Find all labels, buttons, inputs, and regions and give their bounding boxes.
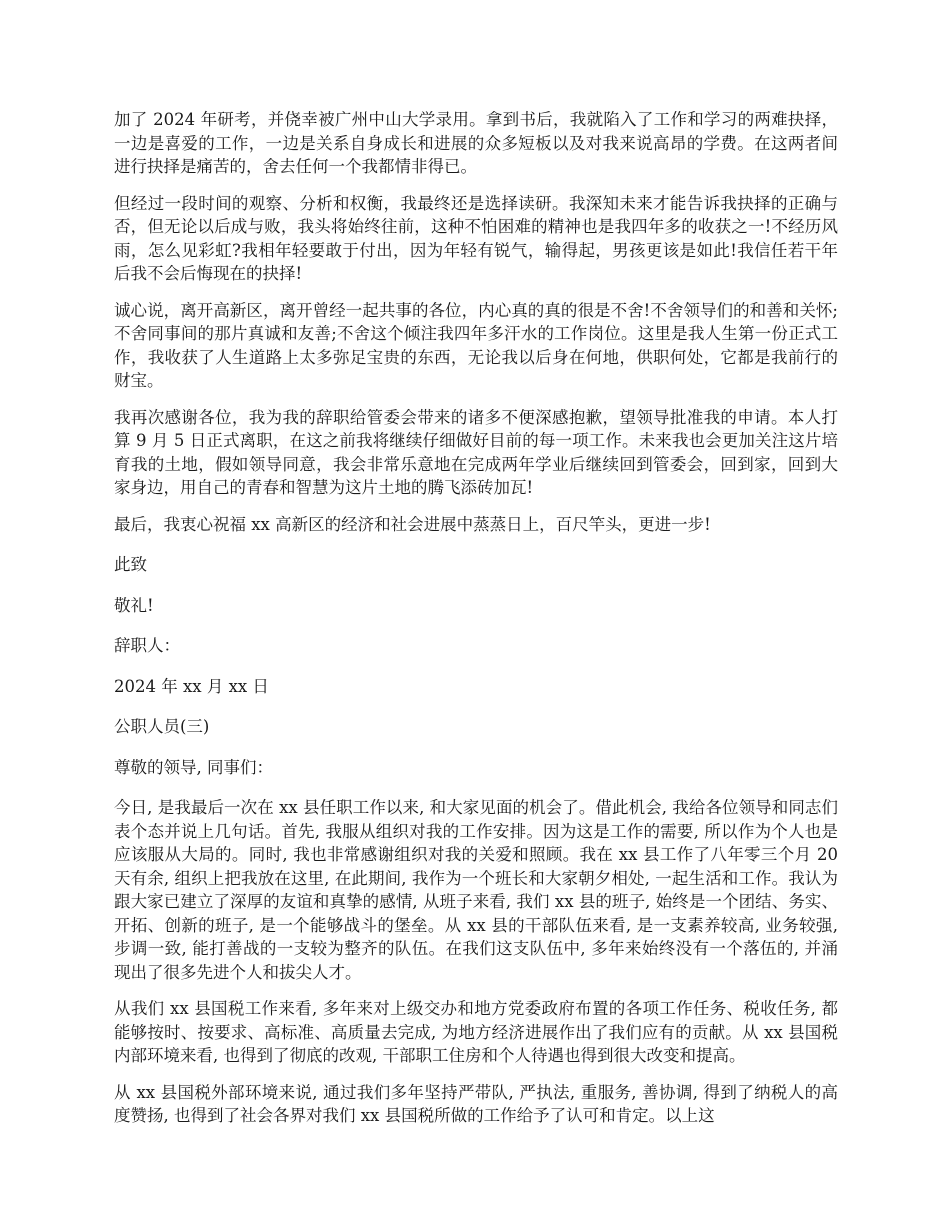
paragraph-blessing: 最后，我衷心祝福 xx 高新区的经济和社会进展中蒸蒸日上，百尺竿头，更进一步! — [114, 514, 711, 534]
greeting-line: 尊敬的领导, 同事们： — [114, 757, 273, 777]
section-title: 公职人员(三) — [114, 717, 210, 736]
paragraph-resignation-request: 我再次感谢各位，我为我的辞职给管委会带来的诸多不便深感抱歉，望领导批准我的申请。本人打算 9 月 5 日正式离职，在这之前我将继续仔细做好目前的每一项工作。未来我也会更加关注这片培育我的土地，假如领导同意，我会非常乐意地在完成两年学业后继续回到管委会，回到家，回到大家身边，用自己的青春和智慧为这片土地的腾飞添砖加瓦! — [114, 407, 838, 497]
paragraph-decision: 但经过一段时间的观察、分析和权衡，我最终还是选择读研。我深知未来才能告诉我抉择的正确与否，但无论以后成与败，我头将始终往前，这种不怕困难的精神也是我四年多的收获之一!不经历风雨，怎么见彩虹?我相年轻要敢于付出，因为年轻有锐气，输得起，男孩更该是如此!我信任若干年后我不会后悔现在的抉择! — [114, 193, 838, 283]
paragraph-graduate-exam: 加了 2024 年研考，并侥幸被广州中山大学录用。拿到书后，我就陷入了工作和学习的两难抉择，一边是喜爱的工作，一边是关系自身成长和进展的众多短板以及对我来说高昂的学费。在这两者间进行抉择是痛苦的，舍去任何一个我都情非得已。 — [114, 110, 838, 176]
closing-respect: 敬礼! — [114, 595, 154, 615]
paragraph-tax-work: 从我们 xx 县国税工作来看, 多年来对上级交办和地方党委政府布置的各项工作任务、税收任务, 都能够按时、按要求、高标准、高质量去完成, 为地方经济进展作出了我们应有的贡献。从 xx 县国税内部环境来看, 也得到了彻底的改观, 干部职工住房和个人待遇也得到很大改变和提高。 — [114, 999, 838, 1065]
date-line: 2024 年 xx 月 xx 日 — [114, 676, 269, 696]
paragraph-tax-environment: 从 xx 县国税外部环境来说, 通过我们多年坚持严带队, 严执法, 重服务, 善协调, 得到了纳税人的高度赞扬, 也得到了社会各界对我们 xx 县国税所做的工作给予了认可和肯定。以上这 — [114, 1082, 838, 1125]
closing-salutation: 此致 — [114, 555, 147, 574]
paragraph-speech-intro: 今日, 是我最后一次在 xx 县任职工作以来, 和大家见面的机会了。借此机会, 我给各位领导和同志们表个态并说上几句话。首先, 我服从组织对我的工作安排。因为这是工作的需要, 所以作为个人也是应该服从大局的。同时, 我也非常感谢组织对我的关爱和照顾。我在 xx 县工作了八年零三个月 20 天有余, 组织上把我放在这里, 在此期间, 我作为一个班长和大家朝夕相处, 一起生活和工作。我认为跟大家已建立了深厚的友谊和真挚的感情, 从班子来看, 我们 xx 县的班子, 始终是一个团结、务实、开拓、创新的班子, 是一个能够战斗的堡垒。从 xx 县的干部队伍来看, 是一支素养较高, 业务较强, 步调一致, 能打善战的一支较为整齐的队伍。在我们这支队伍中, 多年来始终没有一个落伍的, 并涌现出了很多先进个人和拔尖人才。 — [114, 798, 838, 982]
signature-label: 辞职人： — [114, 636, 180, 655]
paragraph-farewell: 诚心说，离开高新区，离开曾经一起共事的各位，内心真的真的很是不舍!不舍领导们的和善和关怀;不舍同事间的那片真诚和友善;不舍这个倾注我四年多汗水的工作岗位。这里是我人生第一份正式工作，我收获了人生道路上太多弥足宝贵的东西，无论我以后身在何地，供职何处，它都是我前行的财宝。 — [114, 300, 838, 390]
document-page — [114, 108, 838, 1141]
